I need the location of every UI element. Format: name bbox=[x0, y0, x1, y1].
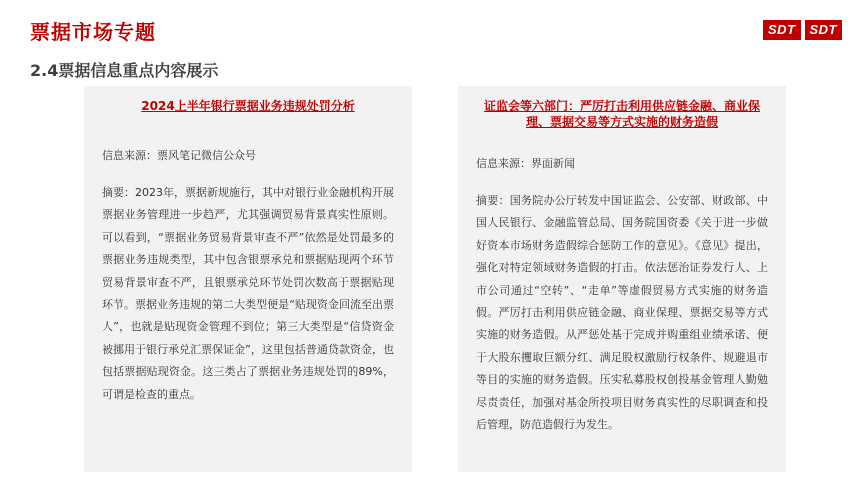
card-source: 信息来源：票风笔记微信公众号 bbox=[102, 149, 256, 162]
info-card-bank-penalty bbox=[84, 86, 412, 472]
card-title-link[interactable]: 证监会等六部门：严厉打击利用供应链金融、商业保理、票据交易等方式实施的财务造假 bbox=[483, 99, 760, 129]
card-title-link[interactable]: 2024上半年银行票据业务违规处罚分析 bbox=[141, 99, 355, 113]
page-title: 票据市场专题 bbox=[30, 20, 156, 44]
sdt-logo bbox=[763, 20, 842, 40]
section-title: 2.4票据信息重点内容展示 bbox=[30, 61, 219, 80]
info-card-csrc-fraud bbox=[458, 86, 786, 472]
card-source: 信息来源：界面新闻 bbox=[476, 157, 575, 170]
card-summary: 摘要：2023年，票据新规施行，其中对银行业金融机构开展票据业务管理进一步趋严，尤其强调贸易背景真实性原则。可以看到，“票据业务贸易背景审查不严”依然是处罚最多的票据业务违规类型，其中包含银票承兑和票据贴现两个环节贸易背景审查不严，且银票承兑环节处罚次数高于票据贴现环节。票据业务违规的第二大类型便是“贴现资金回流至出票人”，也就是贴现资金管理不到位；第三大类型是“信贷资金被挪用于银行承兑汇票保证金”，这里包括普通贷款资金，也包括票据贴现资金。这三类占了票据业务违规处罚的89%，可谓是检查的重点。 bbox=[102, 186, 394, 401]
logo-text-2: SDT bbox=[805, 20, 843, 40]
logo-text-1: SDT bbox=[763, 20, 801, 40]
card-summary: 摘要：国务院办公厅转发中国证监会、公安部、财政部、中国人民银行、金融监管总局、国务院国资委《关于进一步做好资本市场财务造假综合惩防工作的意见》。《意见》提出，强化对特定领域财务造假的打击。依法惩治证券发行人、上市公司通过“空转”、“走单”等虚假贸易方式实施的财务造假。严厉打击利用供应链金融、商业保理、票据交易等方式实施的财务造假。从严惩处基于完成并购重组业绩承诺、便于大股东攫取巨额分红、满足股权激励行权条件、规避退市等目的实施的财务造假。压实私募股权创投基金管理人勤勉尽责责任，加强对基金所投项目财务真实性的尽职调查和投后管理，防范造假行为发生。 bbox=[476, 194, 768, 432]
